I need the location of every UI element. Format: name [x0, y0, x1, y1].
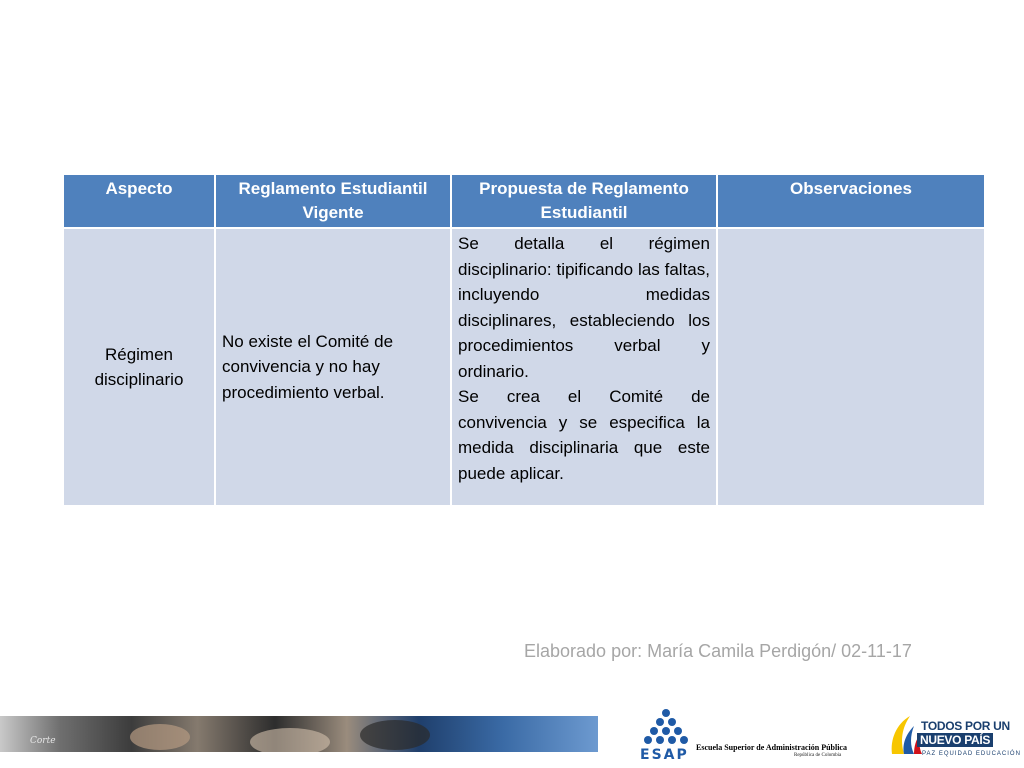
footer-photo-strip	[0, 716, 598, 752]
photo-hand-shape	[250, 728, 330, 752]
comparison-table	[62, 173, 986, 507]
author-credit: Elaborado por: María Camila Perdigón/ 02-11-17	[524, 641, 912, 661]
propuesta-paragraph-1: Se detalla el régimen disciplinario: tipificando las faltas, incluyendo medidas disciplinares, estableciendo los procedimientos verbal y ordinario.	[458, 234, 710, 381]
photo-strip-text: Corte	[30, 736, 56, 746]
gov-slogan-line1: TODOS POR UN	[921, 719, 1010, 733]
cell-propuesta	[451, 228, 717, 506]
esap-country: República de Colombia	[794, 753, 842, 758]
table-row	[63, 228, 985, 506]
photo-hand-shape	[130, 724, 190, 750]
esap-acronym: ESAP	[640, 747, 689, 762]
gov-slogan-line2: NUEVO PAÍS	[917, 733, 993, 747]
cell-observaciones	[717, 228, 985, 506]
cell-vigente: No existe el Comité de convivencia y no hay procedimiento verbal.	[215, 228, 451, 506]
header-propuesta-reglamento: Propuesta de Reglamento Estudiantil	[451, 174, 717, 228]
propuesta-paragraph-2: Se crea el Comité de convivencia y se especifica la medida disciplinaria que este puede aplicar.	[458, 387, 710, 483]
table-header-row	[63, 174, 985, 228]
cell-aspecto: Régimen disciplinario	[63, 228, 215, 506]
header-reglamento-vigente: Reglamento Estudiantil Vigente	[215, 174, 451, 228]
gov-slogan-pillars: PAZ EQUIDAD EDUCACIÓN	[922, 751, 1021, 757]
photo-sleeve-shape	[360, 720, 430, 750]
header-aspecto: Aspecto	[63, 174, 215, 228]
esap-full-name: Escuela Superior de Administración Pública	[696, 743, 847, 752]
header-observaciones: Observaciones	[717, 174, 985, 228]
